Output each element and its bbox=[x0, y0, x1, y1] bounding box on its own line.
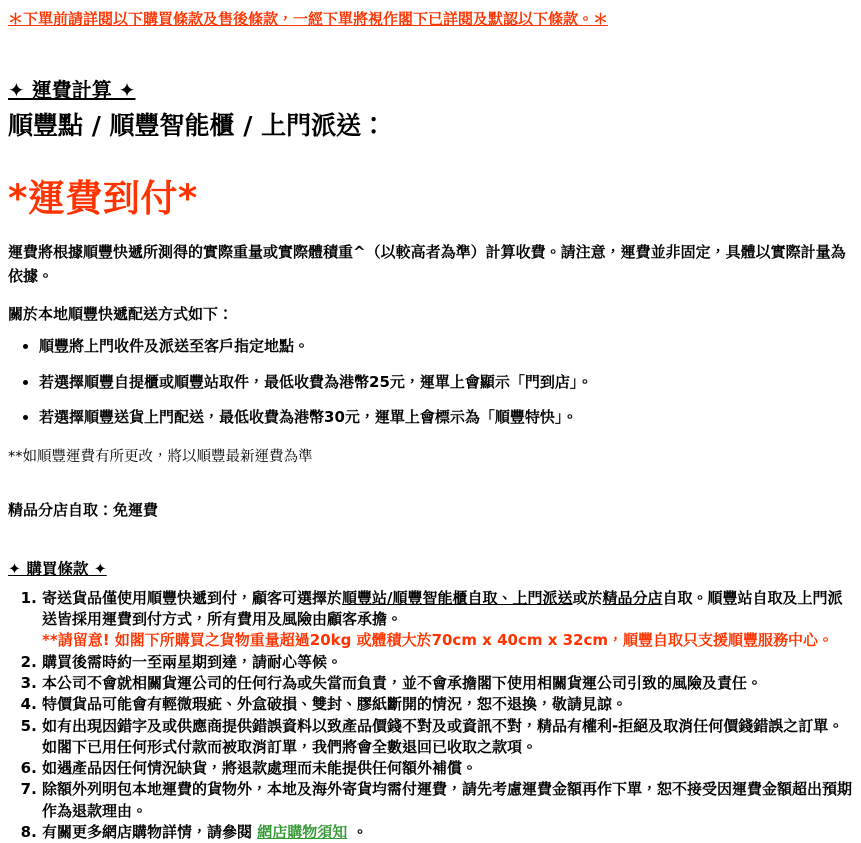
freight-collect-banner: *運費到付* bbox=[8, 177, 198, 221]
shipping-calc-heading: ✦ 運費計算 ✦ bbox=[8, 78, 136, 103]
term-item-6: 6. 如遇產品因任何情況缺貨，將退款處理而未能提供任何額外補償。 bbox=[42, 758, 853, 779]
store-pickup-note: 精品分店自取：免運費 bbox=[8, 500, 159, 519]
term-item-8 bbox=[42, 822, 853, 843]
purchase-terms-heading: ✦ 購買條款 ✦ bbox=[8, 559, 107, 578]
weight-limit-warning: **請留意! 如閣下所購買之貨物重量超過20kg 或體積大於70cm x 40cm x 32cm，順豐自取只支援順豐服務中心。 bbox=[42, 631, 833, 650]
term-item-4: 4. 特價貨品可能會有輕微瑕疵、外盒破損、雙封、膠紙斷開的情況，恕不退換，敬請見諒。 bbox=[42, 694, 853, 715]
term8-text-suffix: 。 bbox=[347, 823, 368, 842]
delivery-option-item-pickup: • 順豐將上門收件及派送至客戶指定地點。 bbox=[39, 335, 853, 358]
term-item-1 bbox=[42, 588, 853, 652]
term1-underlined-boutique: 精品分店 bbox=[602, 588, 663, 607]
shop-guide-link[interactable]: 網店購物須知 bbox=[257, 823, 348, 842]
term-item-2: 2. 購買後需時約一至兩星期到達，請耐心等候。 bbox=[42, 652, 853, 673]
delivery-options-list bbox=[8, 335, 853, 429]
delivery-option-item-locker: • 若選擇順豐自提櫃或順豐站取件，最低收費為港幣25元，運單上會顯示「門到店」。 bbox=[39, 371, 853, 394]
term-item-5: 5. 如有出現因錯字及或供應商提供錯誤資料以致產品價錢不對及或資訊不對，精品有權利-拒絕及取消任何價錢錯誤之訂單。如閣下已用任何形式付款而被取消訂單，我們將會全數退回已收取之款項。 bbox=[42, 716, 853, 759]
term-item-7: 7. 除額外列明包本地運費的貨物外，本地及海外寄貨均需付運費，請先考慮運費金額再作下單，恕不接受因運費金額超出預期作為退款理由。 bbox=[42, 779, 853, 822]
local-delivery-intro: 關於本地順豐快遞配送方式如下： bbox=[8, 305, 234, 324]
term8-text-prefix: 有關更多網店購物詳情，請參閱 bbox=[42, 823, 258, 842]
term-item-3: 3. 本公司不會就相關貨運公司的任何行為或失當而負責，並不會承擔閣下使用相關貨運公司引致的風險及責任。 bbox=[42, 673, 853, 694]
pre-order-notice: ＊下單前請詳閱以下購買條款及售後條款，一經下單將視作閣下已詳閱及默認以下條款。＊ bbox=[8, 10, 609, 28]
fee-change-note: **如順豐運費有所更改，將以順豐最新運費為準 bbox=[8, 448, 313, 465]
shipping-fee-paragraph: 運費將根據順豐快遞所測得的實際重量或實際體積重^（以較高者為準）計算收費。請注意，運費並非固定，具體以實際計量為依據。 bbox=[8, 243, 846, 286]
purchase-terms-list bbox=[8, 588, 853, 843]
term1-underlined-sf-options: 順豐站/順豐智能櫃自取、上門派送 bbox=[342, 588, 573, 607]
term1-text-c: 自取。順豐站自取及上門派送皆採用運費到付方式，所有費用及風險由顧客承擔。 bbox=[42, 588, 843, 629]
term1-text-b: 或於 bbox=[572, 588, 603, 607]
term1-text-a: 寄送貨品僅使用順豐快遞到付，顧客可選擇於 bbox=[42, 588, 343, 607]
delivery-option-item-door: • 若選擇順豐送貨上門配送，最低收費為港幣30元，運單上會標示為「順豐特快」。 bbox=[39, 406, 853, 429]
delivery-methods-subheading: 順豐點 / 順豐智能櫃 / 上門派送： bbox=[8, 111, 387, 141]
